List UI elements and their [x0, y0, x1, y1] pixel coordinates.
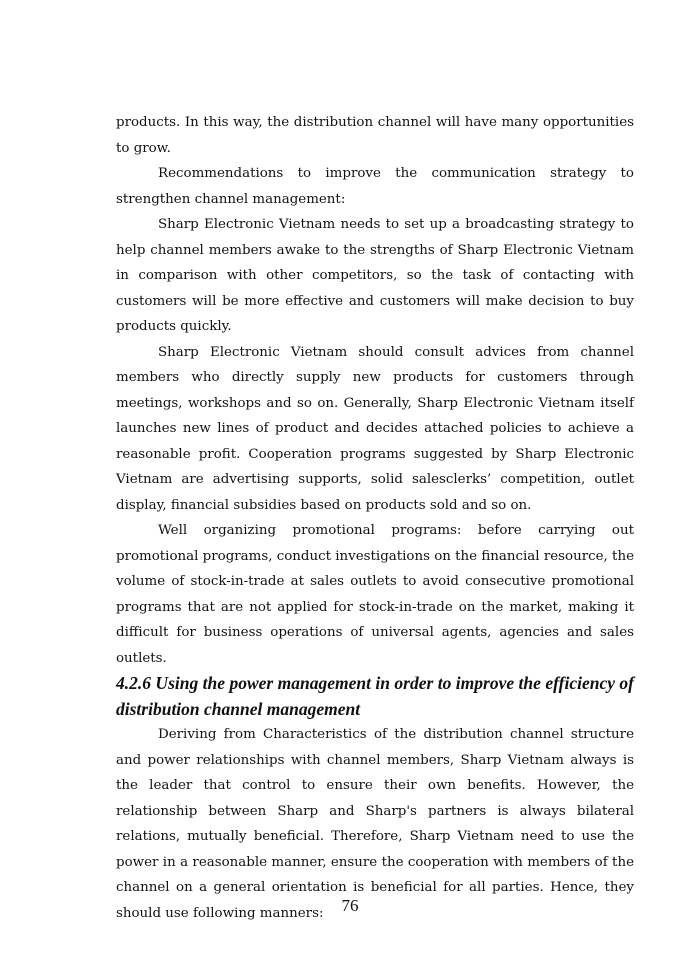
page-number: 76 [341, 896, 359, 915]
paragraph-promotional-programs: Well organizing promotional programs: before carrying out promotional programs, conduct investigations on the financial resource, the volume of stock-in-trade at sales outlets to avoid consecutive promotional programs that are not applied for stock-in-trade on the market, making it difficult for business operations of universal agents, agencies and sales outlets. [116, 523, 634, 666]
paragraph-consult-advices: Sharp Electronic Vietnam should consult advices from channel members who directly supply new products for customers through meetings, workshops and so on. Generally, Sharp Electronic Vietnam itself launches new lines of product and decides attached policies to achieve a reasonable profit. Cooperation programs suggested by Sharp Electronic Vietnam are advertising supports, solid salesclerks’ competition, outlet display, financial subsidies based on products sold and so on. [116, 344, 634, 513]
paragraph-recommendations-intro: Recommendations to improve the communication strategy to strengthen channel management: [116, 166, 634, 207]
paragraph-power-management: Deriving from Characteristics of the distribution channel structure and power relationships with channel members, Sharp Vietnam always is the leader that control to ensure their own benefits. However, the relationship between Sharp and Sharp's partners is always bilateral relations, mutually beneficial. Therefore, Sharp Vietnam need to use the power in a reasonable manner, ensure the cooperation with members of the channel on a general orientation is beneficial for all parties. Hence, they should use following manners: [116, 727, 634, 921]
paragraph-broadcasting-strategy: Sharp Electronic Vietnam needs to set up a broadcasting strategy to help channel members awake to the strengths of Sharp Electronic Vietnam in comparison with other competitors, so the task of contacting with customers will be more effective and customers will make decision to buy products quickly. [116, 217, 634, 334]
section-heading: 4.2.6 Using the power management in order to improve the efficiency of distribution channel management [116, 673, 634, 719]
paragraph-continuation: products. In this way, the distribution channel will have many opportunities to grow. [116, 115, 634, 156]
document-page [116, 110, 634, 926]
